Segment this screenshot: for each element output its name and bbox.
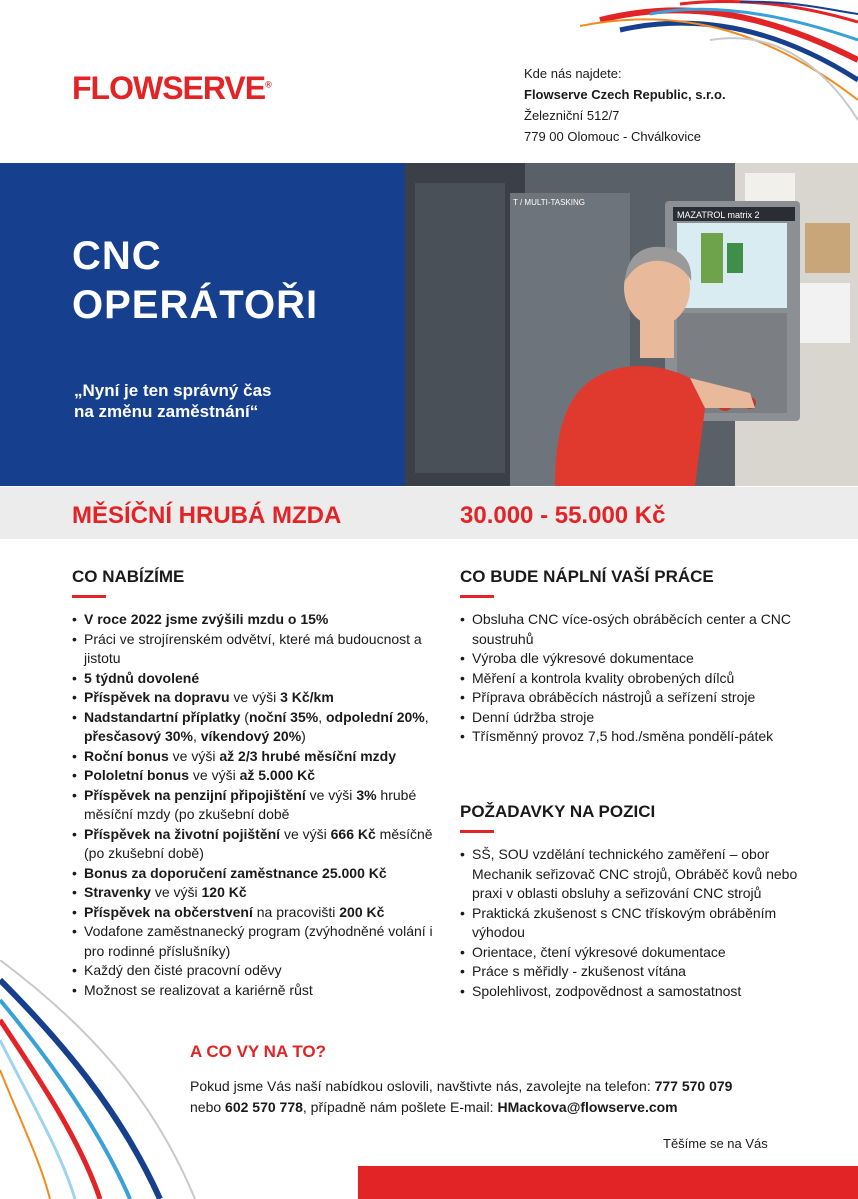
offer-item xyxy=(72,688,452,708)
hero-title-line-1: CNC xyxy=(72,234,162,278)
requirement-item: • Spolehlivost, zodpovědnost a samostatnost xyxy=(460,982,800,1002)
offer-item xyxy=(72,903,452,923)
offer-item-text: na pracovišti xyxy=(252,903,340,920)
requirement-item: • Práce s měřidly - zkušenost vítána xyxy=(460,962,800,982)
offer-item xyxy=(72,961,452,981)
cta-text-part-1: Pokud jsme Vás naší nabídkou oslovili, navštivte nás, zavolejte na telefon: xyxy=(190,1078,655,1094)
closing-text: Těšíme se na Vás xyxy=(663,1136,768,1151)
offer-item-text: 666 Kč xyxy=(330,825,376,842)
offer-item-text: Příspěvek na penzijní připojištění xyxy=(84,786,306,803)
offer-item-text: , xyxy=(192,728,201,744)
offer-item-text: ve výši xyxy=(168,747,220,764)
operator-photo xyxy=(405,163,858,486)
offer-item xyxy=(72,825,452,864)
duty-item: • Měření a kontrola kvality obrobených dílců xyxy=(460,669,800,689)
requirements-title: POŽADAVKY NA POZICI xyxy=(460,802,656,821)
offer-item-text: ve výši xyxy=(305,786,357,803)
address-street: Železniční 512/7 xyxy=(524,108,620,123)
requirements-list xyxy=(460,845,800,1001)
offer-item xyxy=(72,864,452,884)
offer-item-text: víkendový 20% xyxy=(200,728,302,744)
requirement-item: • Praktická zkušenost s CNC třískovým obráběním výhodou xyxy=(460,904,800,943)
cta-title: A CO VY NA TO? xyxy=(190,1042,327,1061)
offer-title-underline xyxy=(72,595,106,598)
requirement-item: • SŠ, SOU vzdělání technického zaměření – obor Mechanik seřizovač CNC strojů, Obráběč kovů nebo praxi v oblasti obsluhy a seřizování CNC strojů xyxy=(460,845,800,904)
offer-item xyxy=(72,630,452,669)
offer-title: CO NABÍZÍME xyxy=(72,567,185,586)
offer-item-text: ve výši xyxy=(189,767,240,783)
offer-item-text: 5 týdnů dovolené xyxy=(84,669,200,686)
offer-item-text: ve výši xyxy=(280,825,331,842)
offer-item xyxy=(72,766,452,786)
offer-item-text: Nadstandartní příplatky xyxy=(84,708,241,725)
offer-item xyxy=(72,708,452,747)
offer-item-text: Příspěvek na občerstvení xyxy=(84,903,253,920)
duty-item: • Denní údržba stroje xyxy=(460,708,800,728)
offer-item-text: až 5.000 Kč xyxy=(239,767,316,783)
cta-text xyxy=(190,1076,810,1118)
requirements-section xyxy=(460,802,800,1001)
offer-item-text: ) xyxy=(301,728,306,744)
offer-item-text: , xyxy=(318,708,326,725)
machine-label: T / MULTI-TASKING xyxy=(513,198,586,207)
offer-item-text: 120 Kč xyxy=(201,884,247,900)
offer-section xyxy=(72,567,452,1000)
salary-label: MĚSÍČNÍ HRUBÁ MZDA xyxy=(72,502,342,529)
offer-item-text: Stravenky xyxy=(84,884,151,900)
address-company: Flowserve Czech Republic, s.r.o. xyxy=(524,87,726,102)
duties-list xyxy=(460,610,800,747)
offer-item xyxy=(72,922,452,961)
offer-item xyxy=(72,786,452,825)
offer-item-text: měsíčně (po zkušební době) xyxy=(84,825,433,861)
offer-item xyxy=(72,883,452,903)
offer-list xyxy=(72,610,452,1000)
duties-title: CO BUDE NÁPLNÍ VAŠÍ PRÁCE xyxy=(460,567,714,586)
duties-title-underline xyxy=(460,595,494,598)
offer-item-text: ( xyxy=(240,708,249,725)
cta-phone-1[interactable]: 777 570 079 xyxy=(654,1078,733,1094)
offer-item xyxy=(72,747,452,767)
offer-item-text: hrubé měsíční mzdy (po zkušební době xyxy=(84,786,417,822)
offer-item-text: Vodafone zaměstnanecký program (zvýhodněné volání i pro rodinné příslušníky) xyxy=(84,923,433,959)
offer-item-text: Možnost se realizovat a kariérně růst xyxy=(84,981,313,998)
offer-item-text: Roční bonus xyxy=(84,747,169,764)
offer-item-text: 3 Kč/km xyxy=(280,689,334,705)
address-block xyxy=(524,63,726,147)
offer-item-text: přesčasový 30% xyxy=(84,728,193,744)
offer-item-text: V roce 2022 jsme zvýšili mzdu o 15% xyxy=(84,611,329,627)
offer-item-text: Bonus za doporučení zaměstnance 25.000 Kč xyxy=(84,864,387,881)
address-intro: Kde nás najdete: xyxy=(524,66,622,81)
offer-item-text: Každý den čisté pracovní oděvy xyxy=(84,962,282,978)
offer-item-text: 3% xyxy=(356,786,377,803)
offer-item xyxy=(72,981,452,1001)
logo-text: FLOWSERVE xyxy=(72,70,266,106)
hero-quote-line-1: „Nyní je ten správný čas xyxy=(74,381,272,400)
requirement-item: • Orientace, čtení výkresové dokumentace xyxy=(460,943,800,963)
offer-item-text: Práci ve strojírenském odvětví, které má budoucnost a jistotu xyxy=(84,630,422,666)
duty-item: • Příprava obráběcích nástrojů a seřízení stroje xyxy=(460,688,800,708)
offer-item xyxy=(72,610,452,630)
flowserve-logo xyxy=(72,70,271,107)
requirements-title-underline xyxy=(460,830,494,833)
offer-item-text: Příspěvek na životní pojištění xyxy=(84,825,281,842)
offer-item-text: Příspěvek na dopravu xyxy=(84,689,230,705)
footer-red-bar xyxy=(358,1166,858,1199)
offer-item-text: až 2/3 hrubé měsíční mzdy xyxy=(219,747,396,764)
cta-phone-2[interactable]: 602 570 778 xyxy=(225,1099,303,1115)
offer-item-text: odpolední 20% xyxy=(325,708,425,725)
duties-section xyxy=(460,567,800,747)
offer-item-text: ve výši xyxy=(229,689,281,705)
hero-quote-line-2: na změnu zaměstnání“ xyxy=(74,402,259,421)
duty-item: • Třísměnný provoz 7,5 hod./směna pondělí-pátek xyxy=(460,727,800,747)
salary-value: 30.000 - 55.000 Kč xyxy=(460,502,666,529)
hero-quote xyxy=(74,380,271,422)
offer-item-text: Pololetní bonus xyxy=(84,767,189,783)
offer-item-text: , xyxy=(424,708,429,725)
logo-registered-mark: ® xyxy=(265,79,271,90)
screen-brand-label: MAZATROL matrix 2 xyxy=(677,210,760,220)
cta-email[interactable]: HMackova@flowserve.com xyxy=(497,1099,678,1115)
offer-item-text: noční 35% xyxy=(248,708,319,725)
hero-title xyxy=(72,232,318,330)
offer-item-text: 200 Kč xyxy=(339,903,385,920)
hero-title-line-2: OPERÁTOŘI xyxy=(72,283,319,327)
address-city: 779 00 Olomouc - Chválkovice xyxy=(524,129,702,144)
offer-item-text: ve výši xyxy=(150,884,202,900)
duty-item: • Obsluha CNC více-osých obráběcích center a CNC soustruhů xyxy=(460,610,800,649)
cta-text-part-3: , případně nám pošlete E-mail: xyxy=(302,1099,498,1115)
duty-item: • Výroba dle výkresové dokumentace xyxy=(460,649,800,669)
cta-text-part-2: nebo xyxy=(190,1099,226,1115)
offer-item xyxy=(72,669,452,689)
